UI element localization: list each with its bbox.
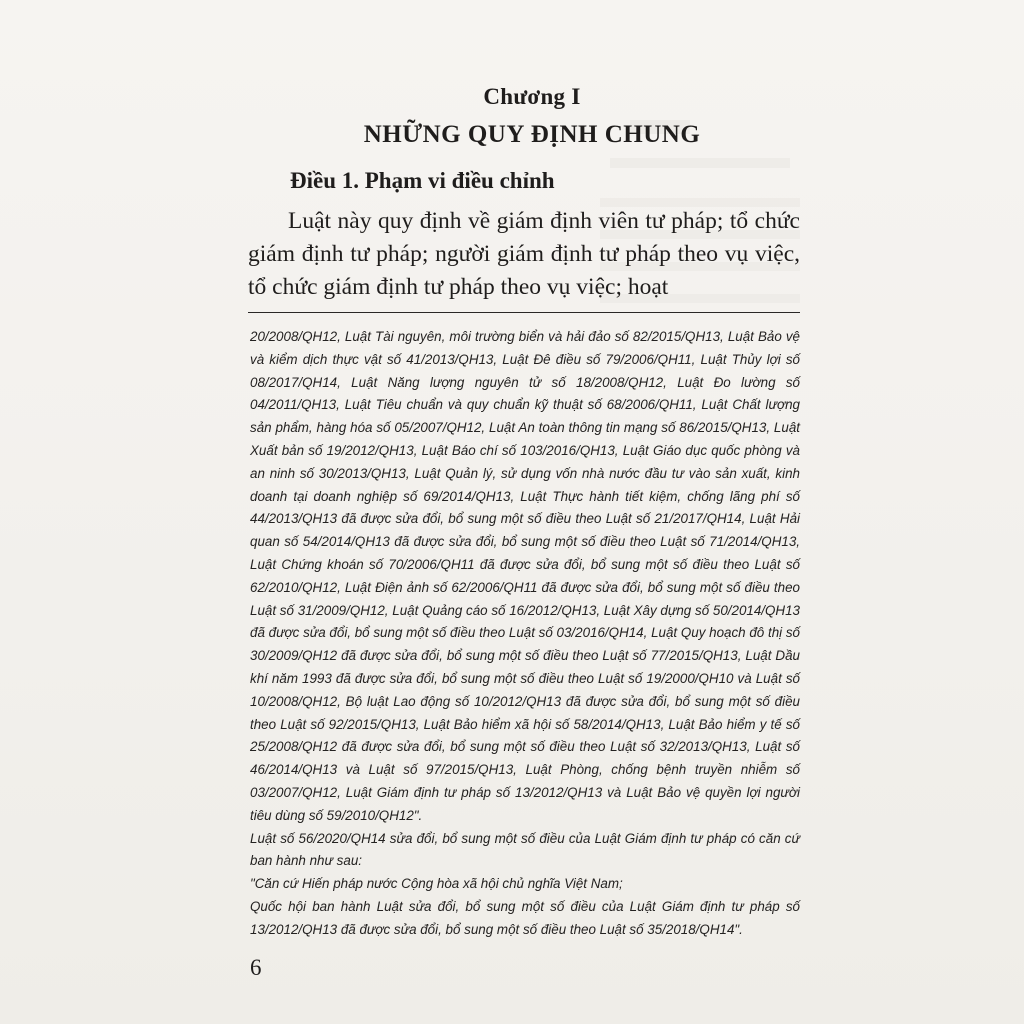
footnote-block: [250, 326, 800, 942]
page-number: 6: [250, 955, 262, 980]
chapter-heading: NHỮNG QUY ĐỊNH CHUNG: [363, 121, 701, 148]
chapter-label: Chương I: [483, 84, 581, 109]
article-body: Luật này quy định về giám định viên tư pháp; tổ chức giám định tư pháp; người giám định tư pháp theo vụ việc, tổ chức giám định tư pháp theo vụ việc; hoạt: [248, 208, 800, 300]
footnote-divider: [248, 312, 800, 313]
footnote-quote-2: Quốc hội ban hành Luật sửa đổi, bổ sung một số điều của Luật Giám định tư pháp số 13/2012/QH13 đã được sửa đổi, bổ sung một số điều theo Luật số 35/2018/QH14".: [250, 898, 800, 937]
footnote-intro: Luật số 56/2020/QH14 sửa đổi, bổ sung một số điều của Luật Giám định tư pháp có căn cứ ban hành như sau:: [250, 830, 800, 869]
footnote-continued: 20/2008/QH12, Luật Tài nguyên, môi trường biển và hải đảo số 82/2015/QH13, Luật Bảo vệ và kiểm dịch thực vật số 41/2013/QH13, Luật Đê điều số 79/2006/QH11, Luật Thủy lợi số 08/2017/QH14, Luật Năng lượng nguyên tử số 18/2008/QH12, Luật Đo lường số 04/2011/QH13, Luật Tiêu chuẩn và quy chuẩn kỹ thuật số 68/2006/QH11, Luật Chất lượng sản phẩm, hàng hóa số 05/2007/QH12, Luật An toàn thông tin mạng số 86/2015/QH13, Luật Xuất bản số 19/2012/QH13, Luật Báo chí số 103/2016/QH13, Luật Giáo dục quốc phòng và an ninh số 30/2013/QH13, Luật Quản lý, sử dụng vốn nhà nước đầu tư vào sản xuất, kinh doanh tại doanh nghiệp số 69/2014/QH13, Luật Thực hành tiết kiệm, chống lãng phí số 44/2013/QH13 đã được sửa đổi, bổ sung một số điều theo Luật số 21/2017/QH14, Luật Hải quan số 54/2014/QH13 đã được sửa đổi, bổ sung một số điều theo Luật số 71/2014/QH13, Luật Chứng khoán số 70/2006/QH11 đã được sửa đổi, bổ sung một số điều theo Luật số 62/2010/QH12, Luật Điện ảnh số 62/2006/QH11 đã được sửa đổi, bổ sung một số điều theo Luật số 31/2009/QH12, Luật Quảng cáo số 16/2012/QH13, Luật Xây dựng số 50/2014/QH13 đã được sửa đổi, bổ sung một số điều theo Luật số 03/2016/QH14, Luật Quy hoạch đô thị số 30/2009/QH12 đã được sửa đổi, bổ sung một số điều theo Luật số 77/2015/QH13, Luật Dầu khí năm 1993 đã được sửa đổi, bổ sung một số điều theo Luật số 19/2000/QH10 và Luật số 10/2008/QH12, Bộ luật Lao động số 10/2012/QH13 đã được sửa đổi, bổ sung một số điều theo Luật số 92/2015/QH13, Luật Bảo hiểm xã hội số 58/2014/QH13, Luật Bảo hiểm y tế số 25/2008/QH12 đã được sửa đổi, bổ sung một số điều theo Luật số 32/2013/QH13, Luật số 46/2014/QH13 và Luật số 97/2015/QH13, Luật Phòng, chống bệnh truyền nhiễm số 03/2007/QH12, Luật Giám định tư pháp số 13/2012/QH13 và Luật Bảo vệ quyền lợi người tiêu dùng số 59/2010/QH12".: [250, 329, 800, 823]
article-title: Điều 1. Phạm vi điều chỉnh: [290, 168, 555, 193]
footnote-quote-1: "Căn cứ Hiến pháp nước Cộng hòa xã hội chủ nghĩa Việt Nam;: [250, 876, 623, 892]
